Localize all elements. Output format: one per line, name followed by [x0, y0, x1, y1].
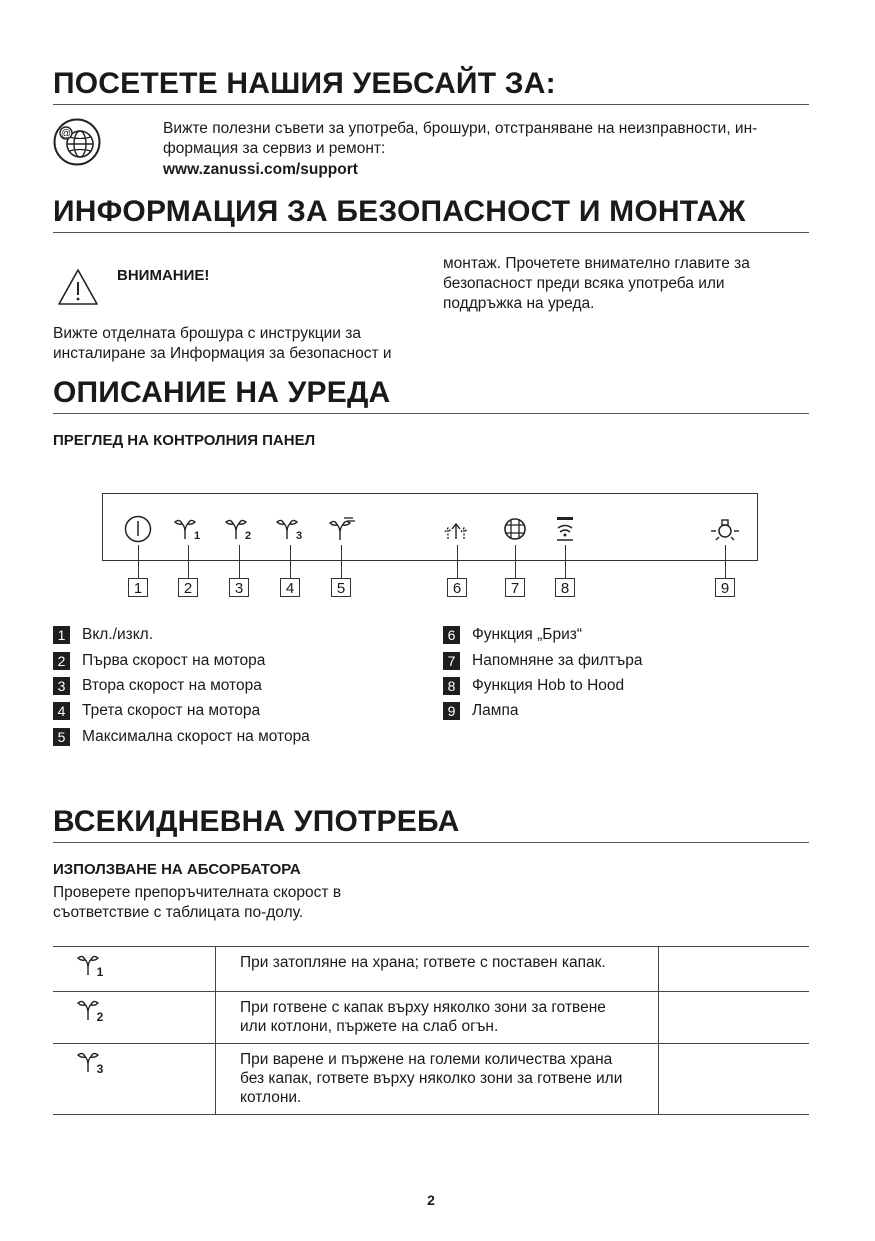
- legend-item: [53, 675, 262, 697]
- fan-speed-2-icon: [223, 515, 255, 543]
- description-line: без капак, гответе върху няколко зони за готвене или: [240, 1070, 623, 1087]
- callout-number: 6: [447, 578, 467, 597]
- leader-line: [188, 545, 189, 578]
- description-line: котлони.: [240, 1089, 302, 1106]
- legend-number: 4: [53, 702, 70, 720]
- breeze-function-icon: [440, 515, 472, 543]
- warning-label: ВНИМАНИЕ!: [117, 267, 210, 284]
- leader-line: [515, 545, 516, 578]
- legend-item: [53, 700, 260, 722]
- legend-number: 5: [53, 728, 70, 746]
- legend-number: 2: [53, 652, 70, 670]
- legend-item: [443, 675, 624, 697]
- speed-subscript-1: 1: [193, 530, 201, 542]
- callout-number: 2: [178, 578, 198, 597]
- safety-heading: ИНФОРМАЦИЯ ЗА БЕЗОПАСНОСТ И МОНТАЖ: [53, 194, 809, 233]
- speed-cell: [53, 992, 216, 1044]
- fan-speed-2-icon: [75, 998, 107, 1024]
- warning-triangle-icon: [57, 268, 99, 306]
- legend-item: [443, 700, 518, 722]
- legend-label: Трета скорост на мотора: [82, 702, 261, 719]
- speed-cell: [53, 947, 216, 992]
- legend-item: [53, 726, 310, 748]
- legend-label: Лампа: [472, 702, 519, 719]
- leader-line: [457, 545, 458, 578]
- description-line: При затопляне на храна; гответе с поставен капак.: [240, 954, 606, 971]
- leader-line: [138, 545, 139, 578]
- leader-line: [565, 545, 566, 578]
- safety-left-line1: Вижте отделната брошура с инструкции за: [53, 325, 361, 342]
- lamp-icon: [709, 515, 741, 543]
- table-row: [53, 992, 809, 1044]
- website-url-link[interactable]: www.zanussi.com/support: [163, 161, 358, 178]
- legend-number: 3: [53, 677, 70, 695]
- globe-at-icon: [53, 118, 101, 166]
- page-number: 2: [427, 1192, 435, 1208]
- speed-number: 1: [96, 965, 104, 979]
- legend-item: [53, 650, 265, 672]
- legend-label: Максимална скорост на мотора: [82, 728, 310, 745]
- legend-label: Функция „Бриз“: [472, 626, 582, 643]
- description-heading: ОПИСАНИЕ НА УРЕДА: [53, 375, 809, 414]
- fan-speed-1-icon: [172, 515, 204, 543]
- daily-use-heading: ВСЕКИДНЕВНА УПОТРЕБА: [53, 804, 809, 843]
- safety-right-line2: безопасност преди всяка употреба или: [443, 275, 725, 292]
- leader-line: [341, 545, 342, 578]
- description-line: При готвене с капак върху няколко зони за готвене: [240, 999, 606, 1016]
- table-row: [53, 947, 809, 992]
- legend-label: Функция Hob to Hood: [472, 677, 625, 694]
- leader-line: [725, 545, 726, 578]
- power-icon: [122, 515, 154, 543]
- speed-subscript-2: 2: [244, 530, 252, 542]
- speed-recommendation-table: [53, 946, 809, 1115]
- callout-number: 8: [555, 578, 575, 597]
- legend-item: [53, 624, 153, 646]
- description-cell: [216, 992, 659, 1044]
- legend-number: 6: [443, 626, 460, 644]
- legend-item: [443, 624, 582, 646]
- callout-number: 9: [715, 578, 735, 597]
- speed-cell: [53, 1044, 216, 1115]
- description-line: или котлони, пържете на слаб огън.: [240, 1018, 499, 1035]
- safety-right-line1: монтаж. Прочетете внимателно главите за: [443, 255, 750, 272]
- website-text-line2: формация за сервиз и ремонт:: [163, 140, 386, 157]
- description-cell: [216, 1044, 659, 1115]
- description-cell: [216, 947, 659, 992]
- legend-label: Втора скорост на мотора: [82, 677, 262, 694]
- website-text-line1: Вижте полезни съвети за употреба, брошури, отстраняване на неизправности, ин-: [163, 120, 758, 137]
- empty-cell: [659, 947, 810, 992]
- leader-line: [239, 545, 240, 578]
- callout-number: 3: [229, 578, 249, 597]
- svg-text:@: @: [60, 128, 72, 140]
- legend-label: Напомняне за филтъра: [472, 652, 643, 669]
- website-heading: ПОСЕТЕТЕ НАШИЯ УЕБСАЙТ ЗА:: [53, 66, 809, 105]
- empty-cell: [659, 1044, 810, 1115]
- legend-item: [443, 650, 642, 672]
- safety-right-line3: поддръжка на уреда.: [443, 295, 595, 312]
- speed-subscript-3: 3: [295, 530, 303, 542]
- callout-number: 4: [280, 578, 300, 597]
- fan-speed-3-icon: [274, 515, 306, 543]
- safety-left-line2: инсталиране за Информация за безопасност и: [53, 345, 392, 362]
- legend-label: Първа скорост на мотора: [82, 652, 266, 669]
- filter-reminder-icon: [499, 515, 531, 543]
- fan-speed-1-icon: [75, 953, 107, 979]
- callout-number: 7: [505, 578, 525, 597]
- callout-number: 1: [128, 578, 148, 597]
- speed-number: 3: [96, 1062, 104, 1076]
- legend-number: 9: [443, 702, 460, 720]
- fan-speed-3-icon: [75, 1050, 107, 1076]
- table-row: [53, 1044, 809, 1115]
- control-panel-subheading: ПРЕГЛЕД НА КОНТРОЛНИЯ ПАНЕЛ: [53, 432, 316, 449]
- legend-number: 1: [53, 626, 70, 644]
- daily-intro-line1: Проверете препоръчителната скорост в: [53, 884, 342, 901]
- fan-max-speed-icon: [325, 515, 357, 543]
- leader-line: [290, 545, 291, 578]
- hood-usage-subheading: ИЗПОЛЗВАНЕ НА АБСОРБАТОРА: [53, 861, 301, 878]
- speed-number: 2: [96, 1010, 104, 1024]
- daily-intro-line2: съответствие с таблицата по-долу.: [53, 904, 304, 921]
- legend-label: Вкл./изкл.: [82, 626, 154, 643]
- hob-to-hood-icon: [549, 515, 581, 543]
- legend-number: 7: [443, 652, 460, 670]
- description-line: При варене и пържене на големи количества храна: [240, 1051, 613, 1068]
- legend-number: 8: [443, 677, 460, 695]
- callout-number: 5: [331, 578, 351, 597]
- empty-cell: [659, 992, 810, 1044]
